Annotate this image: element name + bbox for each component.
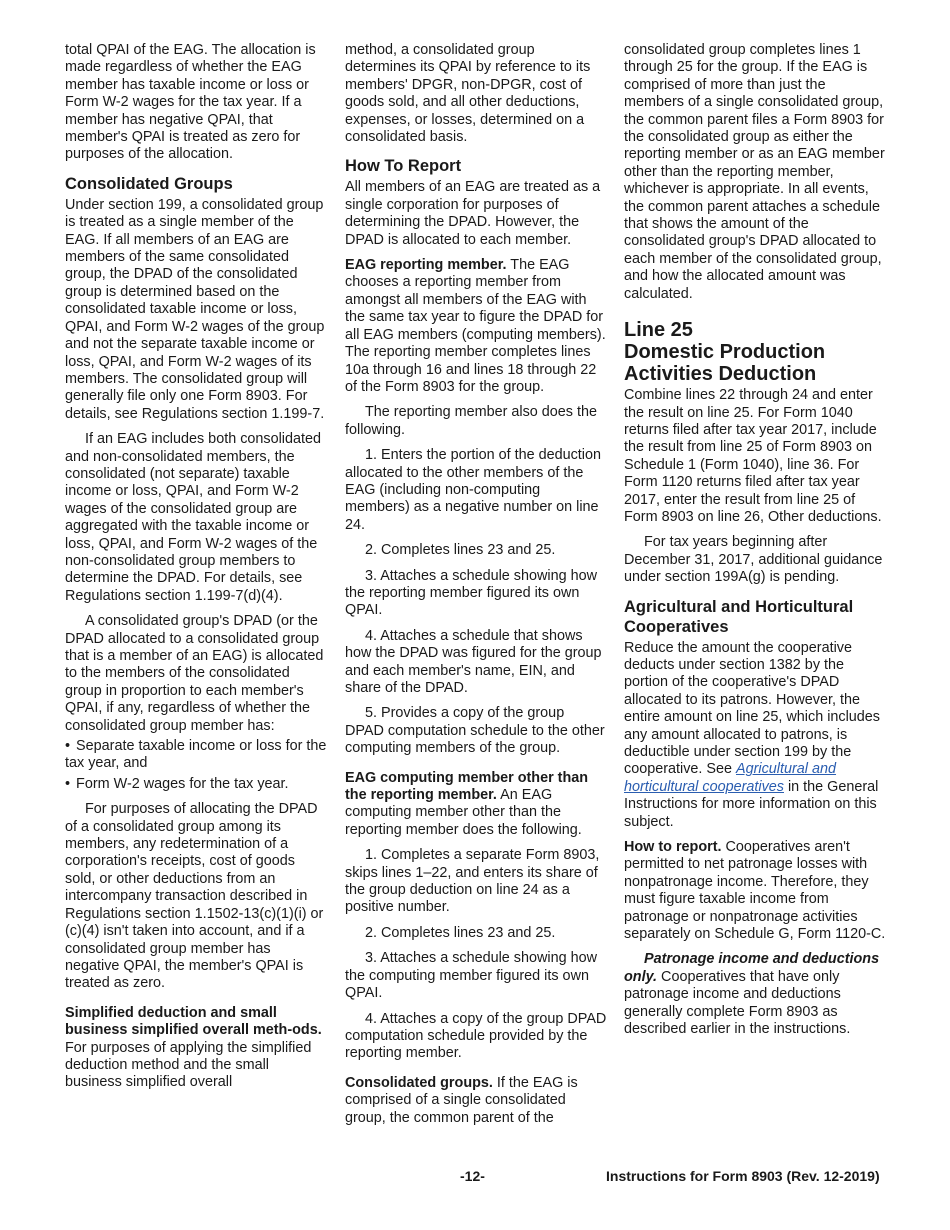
column-3	[624, 42, 886, 1047]
list-item: 5. Provides a copy of the group DPAD computation schedule to the other computing members of the group.	[345, 705, 605, 757]
paragraph: If an EAG includes both consolidated and non-consolidated members, the consolidated (not separate) taxable income or loss, QPAI, and Form W-2 wages of the consolidated group are aggregated with the taxable income or loss, QPAI, and Form W-2 wages of the non-consolidated group members to determine the DPAD. For details, see Regulations section 1.199-7(d)(4).	[65, 431, 321, 604]
paragraph: A consolidated group's DPAD (or the DPAD allocated to a consolidated group that is a member of an EAG) is allocated to the members of the consolidated group in proportion to each member's QPAI, if any, regardless of whether the consolidated group member has:	[65, 613, 324, 734]
column-1	[65, 42, 327, 1100]
paragraph: total QPAI of the EAG. The allocation is made regardless of whether the EAG member has taxable income or loss or Form W-2 wages for the tax year. If a member has negative QPAI, that member's QPAI is treated as zero for purposes of the allocation.	[65, 42, 316, 163]
page-number: -12-	[460, 1168, 485, 1184]
heading-how-to-report: How To Report	[345, 157, 462, 176]
runin-heading: Consolidated groups.	[345, 1074, 493, 1091]
paragraph: method, a consolidated group determines its QPAI by reference to its members' DPGR, non-DPGR, cost of goods sold, and all other deductions, expenses, or losses, determined on a consolidated basis.	[345, 42, 591, 146]
heading-agricultural-cooperatives: Agricultural and Horticultural Cooperatives	[624, 597, 854, 636]
runin-heading: EAG computing member other than the reporting member.	[345, 769, 589, 804]
list-item: 3. Attaches a schedule showing how the computing member figured its own QPAI.	[345, 950, 597, 1002]
paragraph: Combine lines 22 through 24 and enter the result on line 25. For Form 1040 returns filed after tax year 2017, include the result from line 25 of Form 8903 on Schedule 1 (Form 1040), line 36. For Form 1120 returns filed after tax year 2017, enter the result from line 25 of Form 8903 on line 26, Other deductions.	[624, 387, 882, 525]
column-2	[345, 42, 607, 1135]
paragraph: Patronage income and deductions only. Cooperatives that have only patronage income and deductions generally complete Form 8903 as described earlier in the instructions.	[624, 951, 880, 1038]
runin-heading: Simplified deduction and small business simplified overall meth-ods.	[65, 1004, 322, 1039]
list-item: 1. Enters the portion of the deduction allocated to the other members of the EAG (including non-computing members) as a negative number on line 24.	[345, 447, 602, 533]
agricultural-cooperatives-link[interactable]: Agricultural and horticultural cooperatives	[624, 761, 837, 795]
document-title: Instructions for Form 8903 (Rev. 12-2019)	[606, 1168, 880, 1184]
paragraph: Under section 199, a consolidated group is treated as a single member of the EAG. If all members of an EAG are members of the same consolidated group, the DPAD of the consolidated group is determined based on the consolidated taxable income or loss, QPAI, and Form W-2 wages of the group and not the separate taxable income or loss, QPAI, and Form W-2 wages of its members. The consolidated group will generally file only one Form 8903. For details, see Regulations section 1.199-7.	[65, 196, 325, 422]
bullet-item: • Form W-2 wages for the tax year.	[65, 776, 327, 793]
paragraph: Reduce the amount the cooperative deducts under section 1382 by the portion of the cooperative's DPAD allocated to its patrons. However, the entire amount on line 25, which includes any amount allocated to patrons, is deductible under section 199 by the cooperative. See Agricultural and horticultural cooperatives in the General Instructions for more information on this subject.	[624, 639, 880, 830]
paragraph: EAG reporting member. The EAG chooses a reporting member from amongst all members of the EAG with the same tax year to figure the DPAD for all EAG members (computing members). The reporting member completes lines 10a through 16 and lines 18 through 22 of the Form 8903 for the group.	[345, 257, 606, 395]
list-item: 3. Attaches a schedule showing how the reporting member figured its own QPAI.	[345, 567, 597, 619]
list-item: 1. Completes a separate Form 8903, skips lines 1–22, and enters its share of the group deduction on line 24 as a positive number.	[345, 847, 600, 916]
heading-consolidated-groups: Consolidated Groups	[65, 174, 233, 193]
heading-line-25: Line 25 Domestic Production Activities Deduction	[624, 319, 826, 386]
paragraph: For purposes of allocating the DPAD of a consolidated group among its members, any redetermination of a corporation's receipts, cost of goods sold, or other deductions from an intercompany transaction described in Regulations section 1.1502-13(c)(1)(i) or (c)(4) isn't taken into account, and if a consolidated group member has negative QPAI, the member's QPAI is treated as zero.	[65, 801, 324, 992]
paragraph: The reporting member also does the following.	[345, 404, 597, 438]
bullet-item: • Separate taxable income or loss for the tax year, and	[65, 738, 327, 773]
paragraph: All members of an EAG are treated as a single corporation for purposes of determining the DPAD. However, the DPAD is allocated to each member.	[345, 179, 601, 248]
list-item: 2. Completes lines 23 and 25.	[365, 542, 556, 559]
list-item: 4. Attaches a schedule that shows how the DPAD was figured for the group and each member's name, EIN, and share of the DPAD.	[345, 627, 602, 696]
paragraph: EAG computing member other than the reporting member. An EAG computing member other than the reporting member does the following.	[345, 769, 589, 838]
paragraph: For tax years beginning after December 31, 2017, additional guidance under section 199A(g) is pending.	[624, 534, 883, 586]
paragraph: Consolidated groups. If the EAG is comprised of a single consolidated group, the common parent of the	[345, 1074, 578, 1126]
list-item: 2. Completes lines 23 and 25.	[365, 924, 556, 941]
paragraph: consolidated group completes lines 1 through 25 for the group. If the EAG is comprised of more than just the members of a single consolidated group, the common parent files a Form 8903 for the consolidated group as either the reporting member or as an EAG member other than the reporting member, whichever is appropriate. In all events, the common parent attaches a schedule that shows the amount of the consolidated group's DPAD allocated to each member of the consolidated group, and how the allocated amount was calculated.	[624, 42, 885, 302]
paragraph: How to report. Cooperatives aren't permitted to net patronage losses with nonpatronage income. Therefore, they must figure taxable income from patronage or nonpatronage activities separately on Schedule G, Form 1120-C.	[624, 839, 886, 943]
list-item: 4. Attaches a copy of the group DPAD computation schedule provided by the reporting member.	[345, 1010, 607, 1062]
paragraph: Simplified deduction and small business simplified overall meth-ods. For purposes of applying the simplified deduction method and the small business simplified overall	[65, 1004, 322, 1091]
runin-heading: Patronage income and deductions only.	[624, 951, 880, 985]
runin-heading: How to report.	[624, 839, 722, 856]
runin-heading: EAG reporting member.	[345, 257, 507, 274]
